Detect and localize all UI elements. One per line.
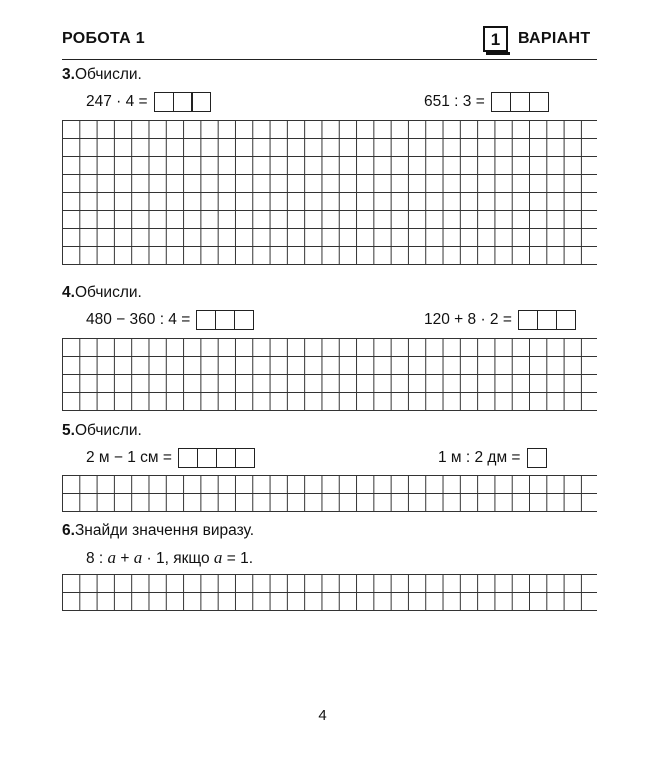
task-number: 5.: [62, 422, 75, 439]
task-5-expression-right: [438, 448, 547, 468]
variable-a: a: [133, 548, 143, 567]
expr-part: 8 :: [86, 550, 108, 567]
expr-part: = 1.: [222, 550, 253, 567]
expression-text: 480 − 360 : 4 =: [86, 311, 191, 329]
variant-label: ВАРІАНТ: [518, 30, 591, 47]
task-4-work-grid[interactable]: [62, 338, 597, 411]
task-3-heading: [62, 66, 142, 84]
expr-part: +: [116, 550, 134, 567]
work-title: РОБОТА 1: [62, 30, 145, 47]
answer-boxes[interactable]: [528, 448, 547, 468]
expression-text: 2 м − 1 см =: [86, 449, 172, 467]
task-6-expression: [86, 548, 253, 568]
variant-number-box: 1: [483, 26, 508, 52]
task-number: 4.: [62, 284, 75, 301]
task-5-work-grid[interactable]: [62, 475, 597, 512]
task-4-expression-left: [86, 310, 254, 330]
task-4-heading: [62, 284, 142, 302]
expr-part: · 1, якщо: [142, 550, 214, 567]
variable-a: a: [213, 548, 223, 567]
answer-boxes[interactable]: [198, 310, 254, 330]
answer-boxes[interactable]: [519, 310, 575, 330]
answer-boxes[interactable]: [155, 92, 211, 112]
task-5-heading: [62, 422, 142, 440]
task-number: 3.: [62, 66, 75, 83]
task-6-heading: [62, 522, 254, 540]
task-5-expression-left: [86, 448, 255, 468]
task-title: Обчисли.: [74, 422, 142, 439]
task-4-expression-right: [424, 310, 576, 330]
task-3-work-grid[interactable]: [62, 120, 597, 265]
header-divider: [62, 59, 597, 60]
page-number: 4: [318, 707, 327, 724]
task-3-expression-left: [86, 92, 211, 112]
task-3-expression-right: [424, 92, 549, 112]
variable-a: a: [107, 548, 117, 567]
variant-box-shadow: [486, 52, 510, 55]
expression-text: 120 + 8 · 2 =: [424, 311, 512, 329]
expression-text: 247 · 4 =: [86, 93, 148, 111]
answer-boxes[interactable]: [179, 448, 254, 468]
expression-text: 1 м : 2 дм =: [438, 449, 521, 467]
answer-boxes[interactable]: [492, 92, 548, 112]
task-number: 6.: [62, 522, 75, 539]
expression-text: 651 : 3 =: [424, 93, 485, 111]
task-title: Обчисли.: [74, 284, 142, 301]
task-title: Обчисли.: [74, 66, 142, 83]
task-6-work-grid[interactable]: [62, 574, 597, 611]
task-title: Знайди значення виразу.: [74, 522, 255, 539]
